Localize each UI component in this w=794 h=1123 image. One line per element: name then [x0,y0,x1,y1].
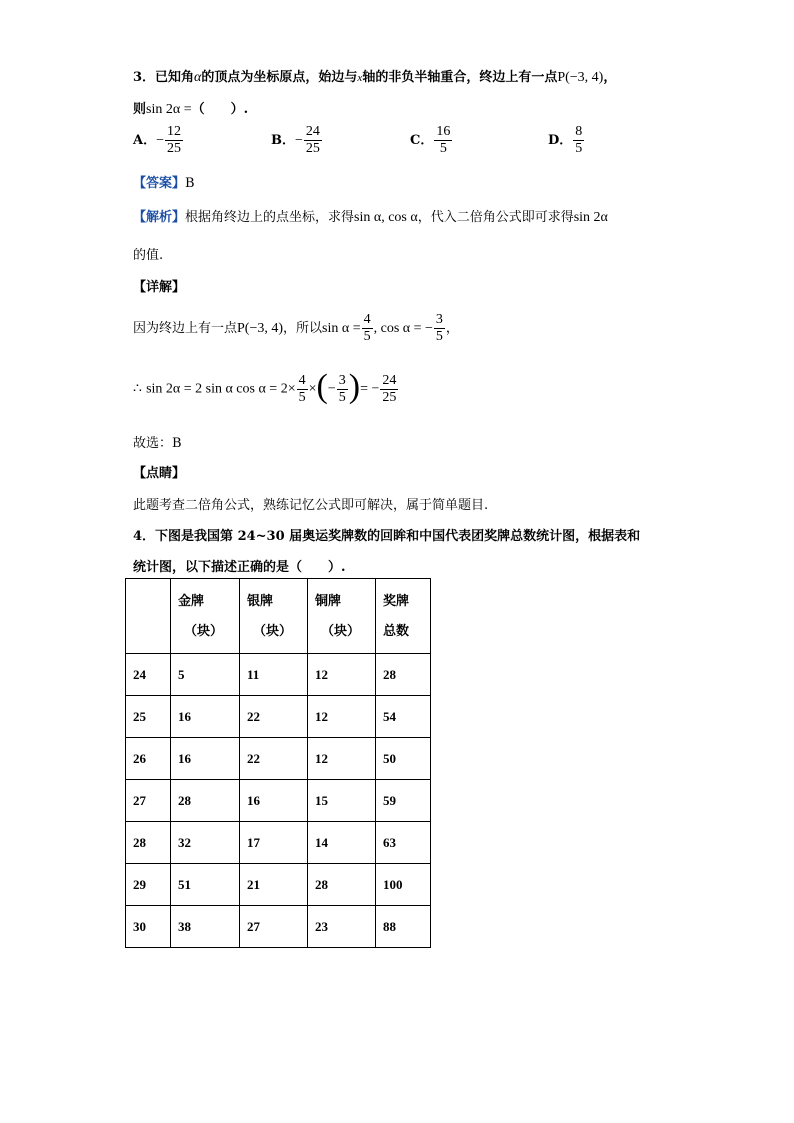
q3-stem-text: 的顶点为坐标原点，始边与 [201,70,358,85]
table-cell: 15 [308,780,376,822]
table-cell: 59 [376,780,431,822]
header-unit: （块） [253,623,293,638]
detail-label [133,276,185,295]
answer-label: 【答案】 [133,176,186,191]
table-row [126,654,431,696]
header-text: 奖牌 [383,593,410,608]
option-c [410,125,453,156]
medal-table [125,578,431,948]
option-fraction [304,125,322,156]
comment-text: 此题考查二倍角公式，熟练记忆公式即可解决，属于简单题目. [133,498,489,513]
answer-line [133,172,195,191]
table-cell: 26 [126,738,171,780]
detail-text: ， [445,321,459,336]
table-cell: 17 [240,822,308,864]
option-fraction [573,125,584,156]
point-p: P(−3, 4) [237,321,284,336]
table-cell: 54 [376,696,431,738]
table-header-row [126,579,431,654]
equation-fraction [297,374,308,405]
analysis-math: sin α, cos α [354,210,418,225]
table-cell: 28 [308,864,376,906]
table-row [126,864,431,906]
minus-symbol: − [327,381,336,397]
option-label: C． [410,133,434,148]
header-cell-silver [240,579,308,654]
alpha-symbol: α [194,70,202,85]
table-cell: 12 [308,654,376,696]
table-cell: 29 [126,864,171,906]
table-cell: 22 [240,738,308,780]
table-row [126,906,431,948]
table-cell: 51 [171,864,240,906]
header-text: 金牌 [178,593,205,608]
analysis-text: 根据角终边上的点坐标，求得 [185,210,355,225]
table-cell: 100 [376,864,431,906]
table-cell: 38 [171,906,240,948]
fraction-denominator: 25 [382,389,397,405]
table-cell: 16 [171,738,240,780]
analysis-line2 [133,244,163,263]
table-cell: 50 [376,738,431,780]
header-cell-session [126,579,171,654]
q3-stem-text: 轴的非负半轴重合，终边上有一点 [362,70,558,85]
q3-stem-text: （ ）. [191,102,249,117]
table-cell: 25 [126,696,171,738]
q3-stem-text: ， [603,70,617,85]
table-cell: 16 [240,780,308,822]
fraction-denominator: 5 [298,389,306,405]
cos-fraction [434,313,445,344]
fraction-numerator: 12 [167,124,181,139]
sin-expr: sin α = [322,321,361,336]
q3-stem-text: 3．已知角 [133,70,195,85]
option-label: B． [271,133,295,148]
table-cell: 27 [240,906,308,948]
comment-label: 【点睛】 [133,466,186,481]
table-cell: 24 [126,654,171,696]
point-p: P(−3, 4) [557,70,604,85]
option-fraction [165,125,183,156]
table-cell: 11 [240,654,308,696]
q3-stem-line1 [133,66,616,86]
fraction-numerator: 24 [305,124,320,139]
fraction-denominator: 25 [305,141,320,156]
table-cell: 28 [171,780,240,822]
fraction-numerator: 3 [435,312,443,327]
table-cell: 14 [308,822,376,864]
fraction-denominator: 5 [439,141,447,156]
header-text: 铜牌 [315,593,342,608]
header-cell-gold [171,579,240,654]
equation-fraction [380,374,398,405]
detail-text: ，所以 [283,321,323,336]
analysis-text: 的值. [133,248,164,263]
detail-label-text: 【详解】 [133,280,186,295]
table-cell: 12 [308,696,376,738]
table-cell: 23 [308,906,376,948]
detail-line1 [133,313,459,344]
analysis-text: ，代入二倍角公式即可求得 [417,210,574,225]
fraction-numerator: 16 [436,124,451,139]
option-label: D． [548,133,573,148]
table-row [126,738,431,780]
open-paren: ( [316,368,328,405]
table-cell: 28 [376,654,431,696]
analysis-math: sin 2α [573,210,608,225]
table-cell: 22 [240,696,308,738]
fraction-numerator: 8 [575,124,583,139]
table-cell: 63 [376,822,431,864]
header-text: 总数 [383,623,410,638]
sin-fraction [362,313,373,344]
equals-symbol: = − [360,381,380,397]
times-symbol: × [308,381,317,397]
header-unit: （块） [321,623,361,638]
fraction-numerator: 24 [382,372,397,388]
option-label: A． [133,133,157,148]
table-cell: 30 [126,906,171,948]
header-unit: （块） [184,623,224,638]
table-cell: 5 [171,654,240,696]
table-cell: 27 [126,780,171,822]
option-d [548,125,585,156]
table-cell: 32 [171,822,240,864]
choose-line: 故选：B [133,436,182,451]
table-row [126,822,431,864]
option-fraction [434,125,452,156]
fraction-denominator: 5 [575,141,583,156]
answer-value: B [185,176,195,191]
cos-expr: , cos α = − [373,321,433,336]
analysis-label: 【解析】 [133,210,186,225]
fraction-numerator: 4 [298,372,306,388]
option-a [133,125,184,156]
fraction-numerator: 4 [363,312,371,327]
sin2a-expr: sin 2α = [146,102,192,117]
table-cell: 16 [171,696,240,738]
table-row [126,780,431,822]
table-cell: 88 [376,906,431,948]
therefore-symbol: ∴ [133,381,142,397]
equation-fraction [337,374,348,405]
equation-text: sin 2α = 2 sin α cos α = 2× [146,381,296,397]
fraction-numerator: 3 [338,372,346,388]
header-text: 银牌 [247,593,274,608]
x-symbol: x [357,72,363,84]
close-paren: ) [348,368,361,405]
fraction-denominator: 5 [363,329,371,344]
table-cell: 21 [240,864,308,906]
q3-stem-line2 [133,98,248,118]
analysis-line1 [133,206,608,226]
detail-text: 因为终边上有一点 [133,321,238,336]
fraction-denominator: 25 [167,141,181,156]
header-cell-bronze [308,579,376,654]
table-cell: 12 [308,738,376,780]
q3-stem-text: 则 [133,102,147,117]
option-sign: − [156,133,164,148]
table-row [126,696,431,738]
option-b [271,125,323,156]
table-cell: 28 [126,822,171,864]
q4-stem-line1: 4．下图是我国第 24~30 届奥运奖牌数的回眸和中国代表团奖牌总数统计图，根据表和 [133,529,641,544]
q4-stem-line2: 统计图，以下描述正确的是（ ）. [133,560,346,575]
fraction-denominator: 5 [435,329,443,344]
option-sign: − [295,133,303,148]
detail-equation [133,368,399,406]
fraction-denominator: 5 [338,389,346,405]
header-cell-total [376,579,431,654]
